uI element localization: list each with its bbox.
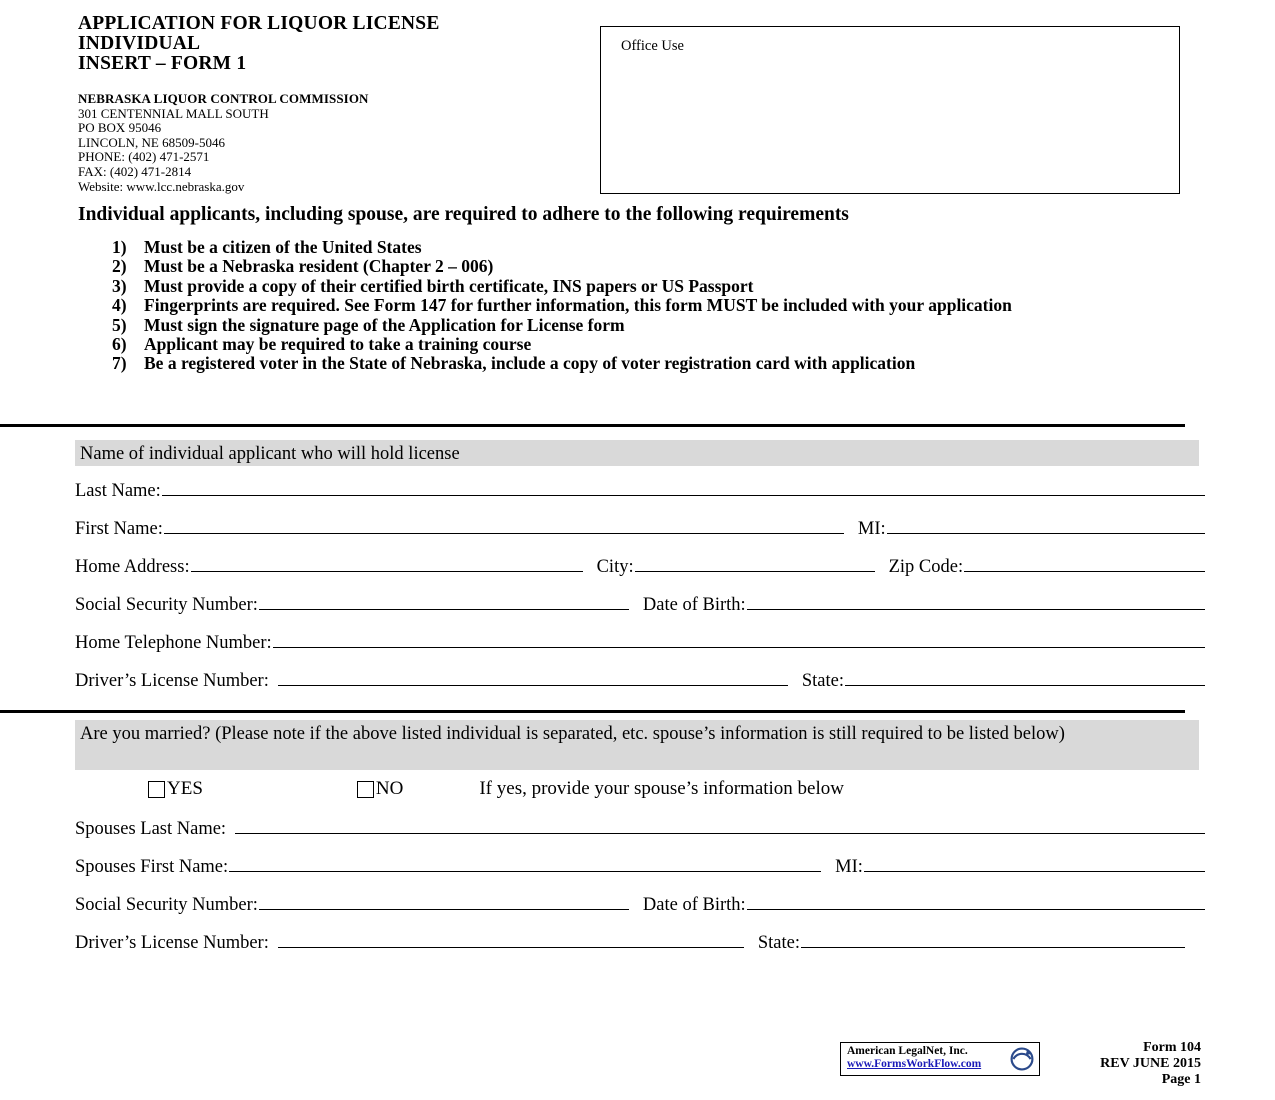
requirement-text: Must be a Nebraska resident (Chapter 2 – 006) <box>144 256 494 277</box>
requirement-text: Applicant may be required to take a training course <box>144 334 532 355</box>
married-yes-option[interactable] <box>148 778 203 800</box>
agency-fax: FAX: (402) 471-2814 <box>78 163 192 179</box>
legalnet-logo-icon <box>1008 1046 1036 1072</box>
spouse-state-label: State: <box>757 933 800 953</box>
form-title-line-3: INSERT – FORM 1 <box>78 53 247 74</box>
spouse-section-band <box>75 720 1199 770</box>
requirement-number: 3) <box>112 275 127 296</box>
legalnet-company-name: American LegalNet, Inc. <box>847 1045 968 1057</box>
agency-website: Website: www.lcc.nebraska.gov <box>78 178 245 194</box>
form-revision: REV JUNE 2015 <box>1100 1056 1201 1071</box>
spouse-last-name-label: Spouses Last Name: <box>75 819 227 839</box>
field-row-spouse-last-name <box>75 818 1205 840</box>
page-number: 1 <box>1194 1072 1201 1087</box>
requirement-number: 6) <box>112 334 127 355</box>
spouse-mi-label: MI: <box>835 857 863 877</box>
field-row-first-name <box>75 518 1205 540</box>
requirement-number: 5) <box>112 314 127 335</box>
dob-input[interactable] <box>747 594 1205 610</box>
field-row-home-address <box>75 556 1205 578</box>
agency-address-line-3: LINCOLN, NE 68509-5046 <box>78 134 225 150</box>
field-row-home-phone <box>75 632 1205 654</box>
document-header <box>78 14 598 194</box>
city-label: City: <box>596 557 634 577</box>
agency-contact-block <box>78 92 598 194</box>
form-title-line-1: APPLICATION FOR LIQUOR LICENSE <box>78 13 440 34</box>
page-indicator <box>1100 1072 1201 1088</box>
married-no-option[interactable] <box>357 778 403 800</box>
list-item <box>112 277 1182 296</box>
spouse-dob-label: Date of Birth: <box>642 895 746 915</box>
requirement-text: Must provide a copy of their certified birth certificate, INS papers or US Passport <box>144 275 754 296</box>
drivers-license-input[interactable] <box>278 670 788 686</box>
requirements-list <box>112 238 1182 374</box>
agency-address-line-2: PO BOX 95046 <box>78 120 162 136</box>
requirement-number: 1) <box>112 237 127 257</box>
mi-label: MI: <box>857 519 886 539</box>
agency-name: NEBRASKA LIQUOR CONTROL COMMISSION <box>78 91 369 106</box>
checkbox-icon[interactable] <box>148 781 165 798</box>
agency-address-line-1: 301 CENTENNIAL MALL SOUTH <box>78 105 269 121</box>
form-number: Form 104 <box>1143 1040 1201 1055</box>
field-row-last-name <box>75 480 1205 502</box>
requirements-heading: Individual applicants, including spouse, are required to adhere to the following requirements <box>78 204 849 225</box>
dob-label: Date of Birth: <box>642 595 746 615</box>
if-yes-note: If yes, provide your spouse’s information below <box>479 778 844 799</box>
zip-input[interactable] <box>964 556 1205 572</box>
ssn-label: Social Security Number: <box>75 595 258 615</box>
home-address-label: Home Address: <box>75 557 190 577</box>
spouse-drivers-license-label: Driver’s License Number: <box>75 933 269 953</box>
spouse-mi-input[interactable] <box>864 856 1205 872</box>
city-input[interactable] <box>635 556 875 572</box>
applicant-section-band <box>75 440 1199 466</box>
requirement-text: Be a registered voter in the State of Nebraska, include a copy of voter registration card with application <box>144 353 916 374</box>
list-item <box>112 257 1182 276</box>
last-name-label: Last Name: <box>75 481 161 501</box>
married-yes-label: YES <box>167 778 203 799</box>
last-name-input[interactable] <box>162 480 1205 496</box>
field-row-drivers-license <box>75 670 1205 692</box>
agency-phone: PHONE: (402) 471-2571 <box>78 149 210 165</box>
ssn-input[interactable] <box>259 594 629 610</box>
field-row-spouse-drivers-license <box>75 932 1185 954</box>
spouse-section-label: Are you married? (Please note if the above listed individual is separated, etc. spouse’s information is still required to be listed below) <box>80 724 1065 744</box>
requirement-number: 2) <box>112 256 127 277</box>
home-phone-label: Home Telephone Number: <box>75 633 272 653</box>
requirement-text: Must sign the signature page of the Application for License form <box>144 314 625 335</box>
spouse-ssn-input[interactable] <box>259 894 629 910</box>
field-row-spouse-first-name <box>75 856 1205 878</box>
home-phone-input[interactable] <box>273 632 1205 648</box>
mi-input[interactable] <box>887 518 1205 534</box>
list-item <box>112 354 1182 373</box>
married-question-row <box>148 778 844 800</box>
form-title-line-2: INDIVIDUAL <box>78 33 201 54</box>
field-row-ssn <box>75 594 1205 616</box>
footer-meta <box>1100 1040 1201 1088</box>
office-use-box[interactable] <box>600 26 1180 194</box>
spouse-dob-input[interactable] <box>747 894 1205 910</box>
checkbox-icon[interactable] <box>357 781 374 798</box>
spouse-state-input[interactable] <box>801 932 1185 948</box>
requirement-number: 7) <box>112 353 127 374</box>
list-item <box>112 316 1182 335</box>
list-item <box>112 335 1182 354</box>
field-row-spouse-ssn <box>75 894 1205 916</box>
page-label: Page <box>1161 1072 1191 1087</box>
applicant-section-label: Name of individual applicant who will hold license <box>80 444 460 464</box>
legalnet-text <box>847 1045 997 1071</box>
spouse-first-name-input[interactable] <box>229 856 821 872</box>
spouse-first-name-label: Spouses First Name: <box>75 857 229 877</box>
state-label: State: <box>801 671 844 691</box>
section-divider-top <box>0 424 1185 427</box>
first-name-input[interactable] <box>164 518 844 534</box>
spouse-last-name-input[interactable] <box>235 818 1205 834</box>
spouse-drivers-license-input[interactable] <box>278 932 744 948</box>
spouse-ssn-label: Social Security Number: <box>75 895 258 915</box>
drivers-license-label: Driver’s License Number: <box>75 671 269 691</box>
list-item <box>112 296 1182 315</box>
requirement-text: Fingerprints are required. See Form 147 for further information, this form MUST be included with your application <box>144 295 1012 316</box>
home-address-input[interactable] <box>191 556 583 572</box>
married-no-label: NO <box>375 778 404 799</box>
zip-label: Zip Code: <box>888 557 964 577</box>
requirement-number: 4) <box>112 295 127 316</box>
legalnet-url-link[interactable]: www.FormsWorkFlow.com <box>847 1058 982 1070</box>
requirement-text: Must be a citizen of the United States <box>144 237 422 257</box>
legalnet-stamp[interactable] <box>840 1042 1040 1076</box>
office-use-label: Office Use <box>621 38 684 54</box>
section-divider-middle <box>0 710 1185 713</box>
first-name-label: First Name: <box>75 519 163 539</box>
list-item <box>112 238 1182 257</box>
state-input[interactable] <box>845 670 1205 686</box>
